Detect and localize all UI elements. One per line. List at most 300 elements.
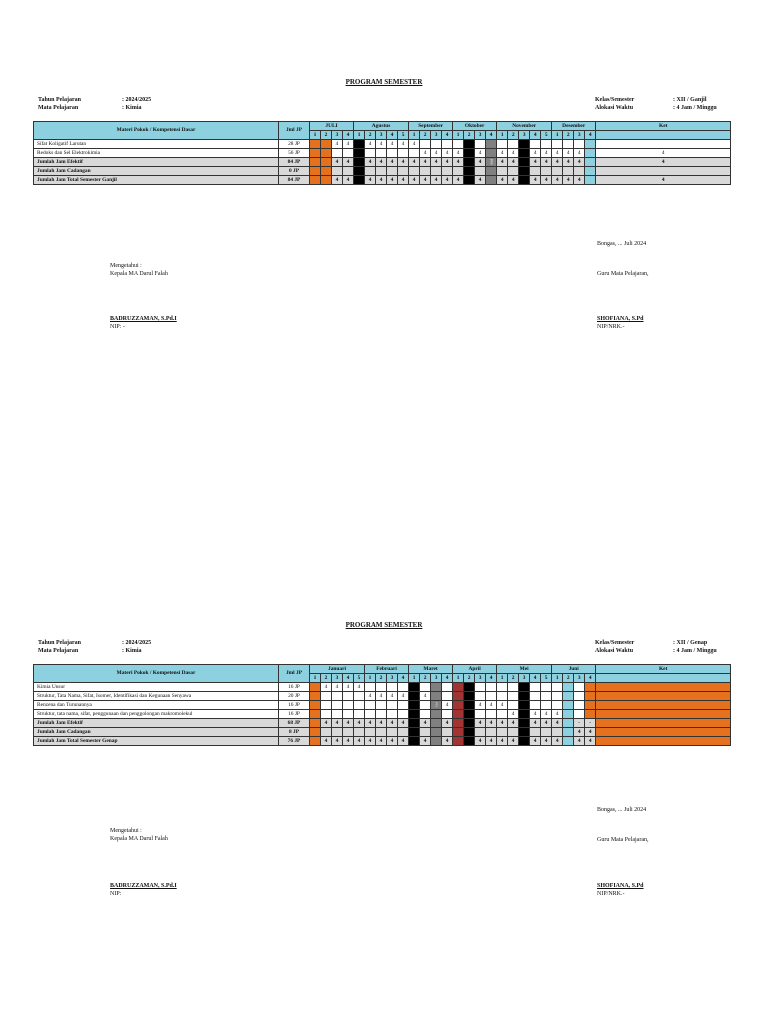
kepala-title: Kepala MA Darul Falah: [110, 836, 168, 842]
week-cell: 4: [365, 737, 376, 746]
kepala-title: Kepala MA Darul Falah: [110, 271, 168, 277]
week-cell: 4: [497, 737, 508, 746]
week-cell: [585, 692, 596, 701]
week-cell: [431, 719, 442, 728]
week-cell: [519, 683, 530, 692]
week-cell: [376, 149, 387, 158]
week-cell: [442, 692, 453, 701]
week-cell: 4: [387, 140, 398, 149]
week-cell: 4: [420, 149, 431, 158]
week-cell: 4: [596, 158, 731, 167]
jml-cell: 16 JP: [279, 683, 310, 692]
week-cell: 4: [497, 176, 508, 185]
week-cell: [420, 167, 431, 176]
guru-nip: NIP/NRK.-: [597, 891, 625, 897]
week-cell: [321, 149, 332, 158]
week-cell: 4: [486, 737, 497, 746]
week-cell: [519, 719, 530, 728]
week-number: 1: [453, 131, 464, 140]
meta-left: [38, 639, 151, 655]
week-cell: [354, 176, 365, 185]
week-cell: 4: [486, 719, 497, 728]
materi-header: Materi Pokok / Kompetensi Dasar: [34, 665, 279, 683]
week-number: 4: [530, 674, 541, 683]
kelas-label: Kelas/Semester: [595, 640, 635, 646]
jml-cell: 28 JP: [279, 140, 310, 149]
month-header: Mei: [497, 665, 552, 674]
week-cell: [585, 683, 596, 692]
week-cell: [398, 683, 409, 692]
week-cell: [596, 167, 731, 176]
week-cell: [420, 683, 431, 692]
week-cell: [464, 683, 475, 692]
week-cell: 4: [530, 149, 541, 158]
week-cell: 4: [420, 158, 431, 167]
week-cell: 4: [442, 737, 453, 746]
month-header: Januari: [310, 665, 365, 674]
week-number: 2: [420, 674, 431, 683]
mapel-label: Mata Pelajaran: [38, 105, 79, 111]
month-header: JULI: [310, 122, 354, 131]
week-cell: 4: [398, 719, 409, 728]
week-cell: 4: [585, 728, 596, 737]
week-cell: [464, 719, 475, 728]
kepala-name: BADRUZZAMAN, S.Pd.I: [110, 883, 177, 889]
week-cell: [376, 683, 387, 692]
week-number: 4: [442, 674, 453, 683]
week-cell: [541, 692, 552, 701]
week-cell: 4: [508, 176, 519, 185]
week-cell: 4: [552, 158, 563, 167]
week-cell: 4: [563, 176, 574, 185]
week-cell: [596, 140, 731, 149]
week-cell: 4: [398, 737, 409, 746]
week-cell: [387, 167, 398, 176]
week-cell: [310, 140, 321, 149]
week-cell: 4: [497, 719, 508, 728]
week-cell: 4: [442, 719, 453, 728]
jml-header: Jml JP: [279, 122, 310, 140]
week-cell: [563, 710, 574, 719]
week-cell: [552, 701, 563, 710]
guru-name: SHOFIANA, S.Pd: [597, 316, 644, 322]
week-cell: [508, 683, 519, 692]
week-cell: 4: [376, 692, 387, 701]
week-cell: [519, 710, 530, 719]
week-cell: 4: [453, 158, 464, 167]
week-number: 1: [497, 674, 508, 683]
week-cell: 4: [398, 692, 409, 701]
week-number: 2: [321, 131, 332, 140]
guru-title: Guru Mata Pelajaran,: [597, 837, 649, 843]
week-cell: 4: [453, 149, 464, 158]
week-cell: 4: [343, 737, 354, 746]
week-cell: [530, 140, 541, 149]
mapel-value: : Kimia: [122, 648, 142, 654]
week-cell: [530, 692, 541, 701]
week-cell: 4: [354, 683, 365, 692]
week-cell: 4: [563, 149, 574, 158]
week-number: 4: [387, 131, 398, 140]
week-cell: 4: [343, 683, 354, 692]
week-number: 2: [365, 131, 376, 140]
table-row: [34, 149, 731, 158]
week-cell: [585, 167, 596, 176]
week-cell: [420, 710, 431, 719]
week-cell: [541, 728, 552, 737]
week-number: 5: [541, 674, 552, 683]
week-cell: [420, 140, 431, 149]
week-cell: [376, 728, 387, 737]
week-number: 3: [519, 131, 530, 140]
week-cell: [464, 728, 475, 737]
week-number: 2: [464, 131, 475, 140]
week-cell: [585, 176, 596, 185]
materi-cell: Benzena dan Turunannya: [34, 701, 279, 710]
week-cell: 4: [343, 140, 354, 149]
week-cell: 4: [332, 140, 343, 149]
week-cell: [508, 167, 519, 176]
week-cell: 4: [365, 719, 376, 728]
week-cell: [409, 710, 420, 719]
kepala-signature: [110, 882, 177, 898]
week-number: 4: [530, 131, 541, 140]
week-cell: [321, 728, 332, 737]
week-cell: [442, 140, 453, 149]
ket-header: Ket: [596, 122, 731, 131]
week-cell: 4: [321, 683, 332, 692]
week-cell: [354, 701, 365, 710]
week-cell: 4: [321, 737, 332, 746]
materi-cell: Jumlah Jam Total Semester Genap: [34, 737, 279, 746]
week-cell: 4: [574, 149, 585, 158]
week-cell: [486, 683, 497, 692]
table-row: [34, 140, 731, 149]
week-cell: [321, 167, 332, 176]
week-cell: [486, 710, 497, 719]
week-cell: 4: [508, 158, 519, 167]
week-cell: [387, 710, 398, 719]
week-number: 4: [343, 674, 354, 683]
meta-left: [38, 96, 151, 112]
week-cell: 4: [387, 719, 398, 728]
week-cell: 4: [508, 710, 519, 719]
week-cell: [574, 701, 585, 710]
week-cell: [475, 710, 486, 719]
week-cell: [332, 728, 343, 737]
week-cell: [409, 692, 420, 701]
week-cell: [519, 728, 530, 737]
week-number: 3: [574, 674, 585, 683]
week-number: 2: [508, 131, 519, 140]
program-table: [33, 664, 731, 746]
week-cell: [475, 140, 486, 149]
week-cell: [398, 710, 409, 719]
tahun-label: Tahun Pelajaran: [38, 640, 81, 646]
week-cell: 4: [541, 149, 552, 158]
alokasi-label: Alokasi Waktu: [595, 105, 634, 111]
week-cell: [574, 692, 585, 701]
week-cell: [541, 683, 552, 692]
week-cell: [508, 140, 519, 149]
jml-cell: 76 JP: [279, 737, 310, 746]
week-cell: [409, 683, 420, 692]
week-cell: [464, 692, 475, 701]
week-number: 2: [420, 131, 431, 140]
week-number: 2: [464, 674, 475, 683]
week-cell: 4: [442, 176, 453, 185]
table-row: [34, 692, 731, 701]
week-cell: [453, 140, 464, 149]
week-cell: [409, 728, 420, 737]
week-cell: 4: [574, 737, 585, 746]
week-cell: [552, 140, 563, 149]
table-row: [34, 683, 731, 692]
week-cell: 4: [332, 176, 343, 185]
week-cell: [541, 167, 552, 176]
week-cell: [376, 710, 387, 719]
week-cell: 4: [541, 719, 552, 728]
week-cell: 4: [497, 701, 508, 710]
week-cell: [332, 710, 343, 719]
ket-cell: [596, 131, 731, 140]
week-cell: [475, 728, 486, 737]
week-cell: [310, 737, 321, 746]
week-cell: [343, 167, 354, 176]
week-cell: [541, 140, 552, 149]
mengetahui-block: [110, 827, 168, 843]
month-header: November: [497, 122, 552, 131]
week-cell: 4: [552, 710, 563, 719]
week-cell: 4: [409, 176, 420, 185]
week-cell: [321, 158, 332, 167]
week-cell: 4: [321, 719, 332, 728]
week-cell: 4: [365, 140, 376, 149]
week-number: 5: [541, 131, 552, 140]
week-cell: 4: [365, 176, 376, 185]
ket-cell: [596, 674, 731, 683]
materi-cell: Jumlah Jam Total Semester Ganjil: [34, 176, 279, 185]
week-cell: 4: [398, 140, 409, 149]
week-cell: 4: [508, 719, 519, 728]
week-cell: [332, 149, 343, 158]
week-cell: [354, 140, 365, 149]
week-cell: [354, 692, 365, 701]
week-cell: 4: [552, 149, 563, 158]
week-cell: [310, 683, 321, 692]
week-cell: [354, 167, 365, 176]
month-header: Oktober: [453, 122, 497, 131]
jml-header: Jml JP: [279, 665, 310, 683]
table-header-months: [34, 665, 731, 674]
week-cell: 4: [420, 692, 431, 701]
week-cell: [596, 683, 731, 692]
week-cell: [530, 167, 541, 176]
week-cell: [508, 692, 519, 701]
guru-name: SHOFIANA, S.Pd: [597, 883, 644, 889]
week-cell: [552, 692, 563, 701]
week-cell: [398, 149, 409, 158]
week-cell: 4: [541, 737, 552, 746]
week-cell: 4: [475, 737, 486, 746]
week-cell: 4: [574, 176, 585, 185]
week-cell: 4: [431, 176, 442, 185]
week-cell: [574, 167, 585, 176]
week-cell: [585, 710, 596, 719]
week-cell: [585, 149, 596, 158]
page-title: PROGRAM SEMESTER: [345, 78, 423, 86]
week-cell: [431, 683, 442, 692]
tahun-value: : 2024/2025: [122, 640, 152, 646]
week-cell: [552, 167, 563, 176]
week-cell: [508, 728, 519, 737]
week-cell: [563, 701, 574, 710]
summary-row: [34, 167, 731, 176]
week-number: 4: [442, 131, 453, 140]
week-cell: [409, 719, 420, 728]
month-header: September: [409, 122, 453, 131]
week-cell: [442, 167, 453, 176]
week-cell: [409, 149, 420, 158]
week-cell: 4: [541, 158, 552, 167]
table-row: [34, 710, 731, 719]
month-header: Februari: [365, 665, 409, 674]
week-cell: [475, 167, 486, 176]
week-cell: PTS: [486, 158, 497, 167]
week-cell: [365, 683, 376, 692]
week-number: 2: [321, 674, 332, 683]
week-cell: [310, 149, 321, 158]
week-cell: [453, 710, 464, 719]
mengetahui-block: [110, 262, 168, 278]
week-cell: [497, 683, 508, 692]
week-cell: 4: [596, 149, 731, 158]
week-cell: [563, 167, 574, 176]
week-cell: [486, 140, 497, 149]
week-cell: [409, 737, 420, 746]
week-cell: [464, 176, 475, 185]
week-cell: [431, 140, 442, 149]
week-cell: [464, 710, 475, 719]
week-number: 3: [376, 131, 387, 140]
week-cell: [310, 701, 321, 710]
week-cell: 4: [376, 719, 387, 728]
month-header: April: [453, 665, 497, 674]
jml-cell: 68 JP: [279, 719, 310, 728]
month-header: Agustus: [354, 122, 409, 131]
kepala-name: BADRUZZAMAN, S.Pd.I: [110, 316, 177, 322]
week-cell: [497, 140, 508, 149]
week-cell: [475, 692, 486, 701]
week-cell: [431, 728, 442, 737]
week-cell: [365, 167, 376, 176]
week-number: 1: [409, 131, 420, 140]
week-cell: [310, 692, 321, 701]
jml-cell: 56 JP: [279, 149, 310, 158]
week-cell: [563, 140, 574, 149]
week-cell: [442, 728, 453, 737]
place-date: Bongas, ... Juli 2024: [597, 241, 647, 247]
week-cell: 4: [508, 737, 519, 746]
week-cell: [519, 140, 530, 149]
materi-cell: Struktur, tata nama, sifat, penggunaan dan penggolongan makromolekul: [34, 710, 279, 719]
week-cell: [596, 728, 731, 737]
week-cell: [464, 737, 475, 746]
summary-row: [34, 158, 731, 167]
week-cell: 4: [387, 158, 398, 167]
week-cell: [596, 737, 731, 746]
week-cell: [530, 728, 541, 737]
week-cell: [574, 683, 585, 692]
week-number: 3: [475, 674, 486, 683]
week-cell: [574, 140, 585, 149]
week-cell: [354, 728, 365, 737]
week-cell: [497, 710, 508, 719]
week-cell: 4: [552, 737, 563, 746]
mengetahui-label: Mengetahui :: [110, 828, 142, 834]
week-number: 1: [453, 674, 464, 683]
week-cell: 4: [343, 158, 354, 167]
week-number: 2: [563, 131, 574, 140]
alokasi-value: : 4 Jam / Minggu: [673, 648, 717, 654]
week-cell: 4: [365, 158, 376, 167]
week-number: 5: [354, 674, 365, 683]
week-cell: 4: [332, 158, 343, 167]
week-cell: 4: [343, 719, 354, 728]
week-cell: [596, 719, 731, 728]
week-cell: [552, 683, 563, 692]
week-cell: [563, 692, 574, 701]
week-cell: [497, 167, 508, 176]
tahun-value: : 2024/2025: [122, 97, 152, 103]
week-cell: 4: [563, 158, 574, 167]
week-number: 1: [310, 131, 321, 140]
week-cell: 4: [409, 158, 420, 167]
week-cell: [453, 701, 464, 710]
materi-cell: Kimia Unsur: [34, 683, 279, 692]
week-cell: 4: [475, 149, 486, 158]
week-cell: 4: [475, 158, 486, 167]
week-cell: 4: [398, 158, 409, 167]
summary-row: [34, 719, 731, 728]
week-number: 4: [398, 674, 409, 683]
materi-cell: Jumlah Jam Cadangan: [34, 728, 279, 737]
week-cell: 4: [442, 158, 453, 167]
jml-cell: 84 JP: [279, 158, 310, 167]
week-cell: [321, 176, 332, 185]
week-cell: [431, 710, 442, 719]
week-cell: 4: [442, 701, 453, 710]
week-number: 3: [387, 674, 398, 683]
week-cell: [453, 728, 464, 737]
materi-cell: Jumlah Jam Cadangan: [34, 167, 279, 176]
week-cell: 4: [508, 149, 519, 158]
guru-title: Guru Mata Pelajaran,: [597, 271, 649, 277]
jml-cell: 16 JP: [279, 710, 310, 719]
week-cell: [563, 719, 574, 728]
week-cell: 4: [387, 176, 398, 185]
week-cell: 4: [552, 719, 563, 728]
alokasi-label: Alokasi Waktu: [595, 648, 634, 654]
week-cell: [376, 701, 387, 710]
table-row: [34, 701, 731, 710]
week-cell: [398, 167, 409, 176]
jml-cell: 8 JP: [279, 728, 310, 737]
week-cell: [519, 692, 530, 701]
week-cell: [508, 701, 519, 710]
guru-signature: [597, 315, 644, 331]
week-cell: [365, 701, 376, 710]
